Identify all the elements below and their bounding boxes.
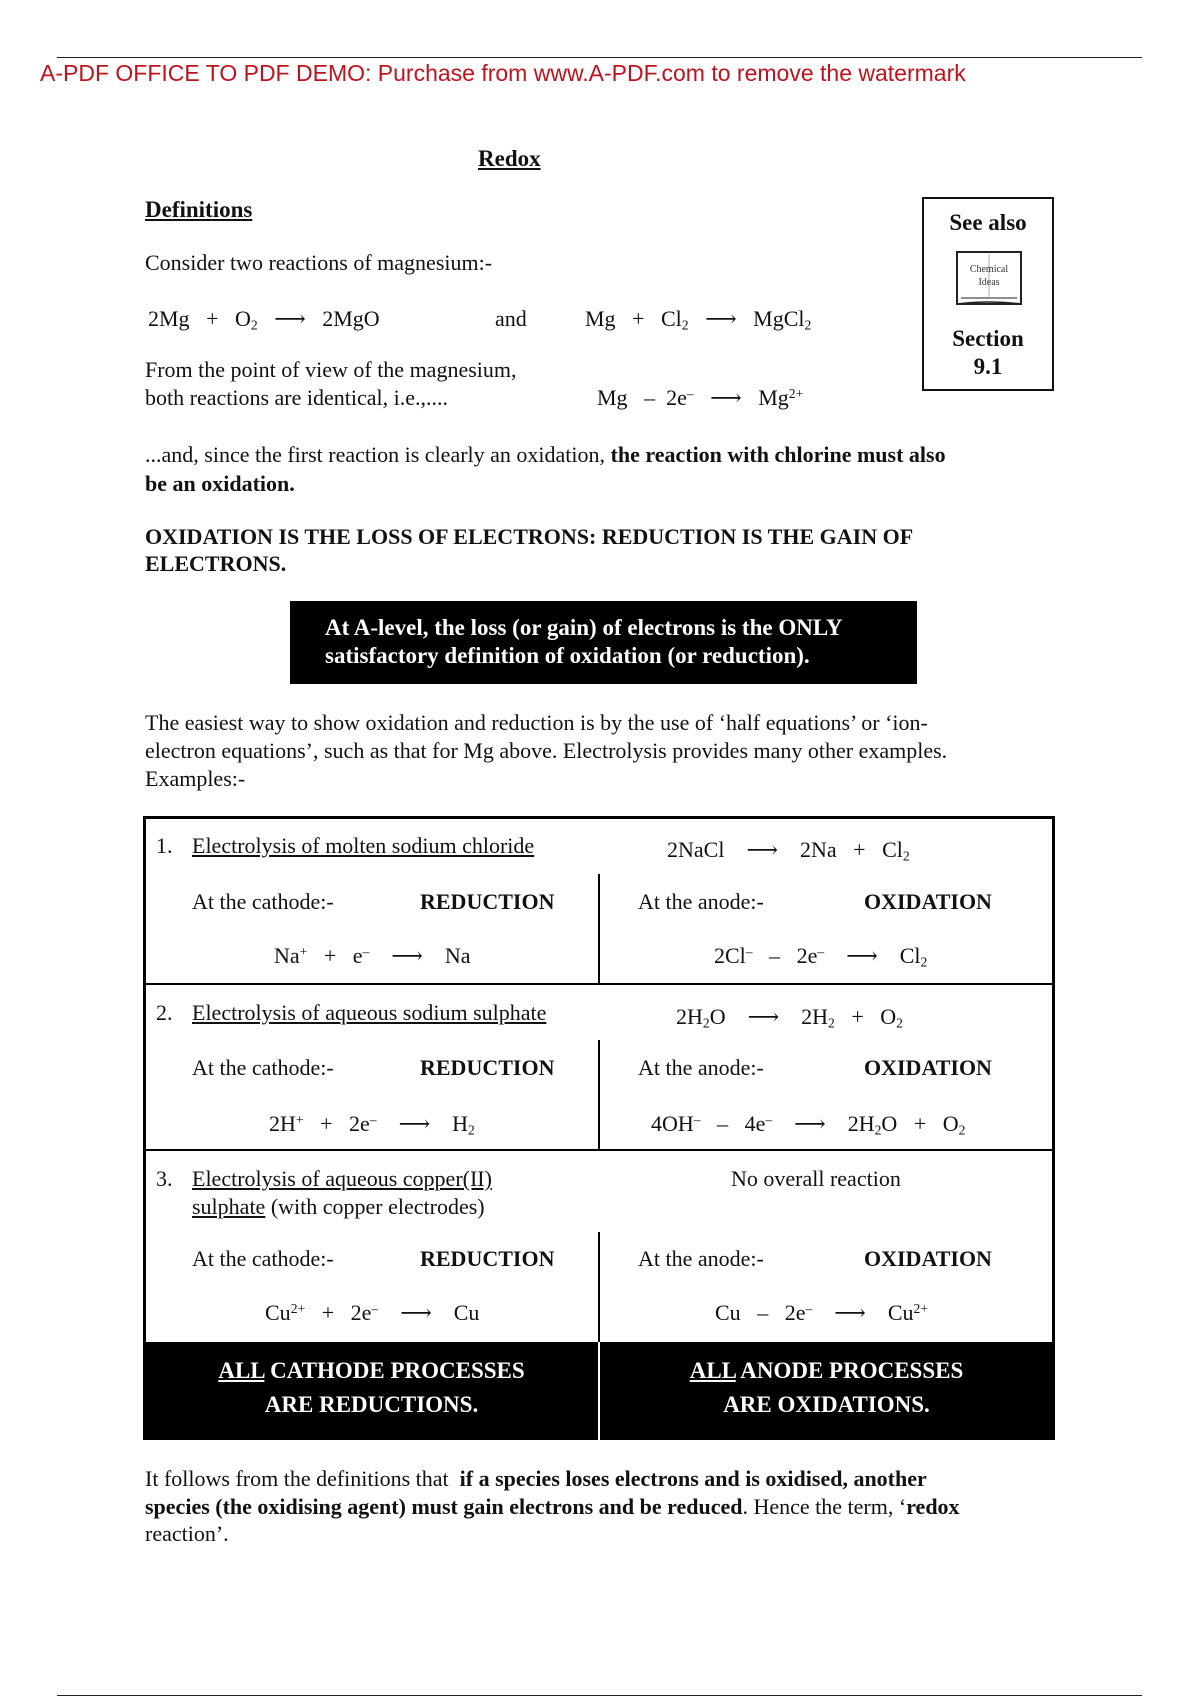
row1-cathode-equation: Na+ + e– ⟶ Na — [274, 943, 471, 968]
arrow-icon: ⟶ — [400, 1300, 432, 1325]
arrow-icon: ⟶ — [391, 943, 423, 968]
half-eq-paragraph-2: electron equations’, such as that for Mg above. Electrolysis provides many other examples. — [145, 738, 948, 763]
paragraph-oxidation-2: be an oxidation. — [145, 471, 295, 496]
paragraph-oxidation-1: ...and, since the first reaction is clearly an oxidation, the reaction with chlorine must also — [145, 442, 946, 467]
row3-title-1: Electrolysis of aqueous copper(II) — [192, 1166, 492, 1191]
book-label-2: Ideas — [978, 277, 1000, 288]
callout-box — [290, 601, 917, 684]
row2-oxidation-label: OXIDATION — [864, 1055, 992, 1080]
arrow-icon: ⟶ — [846, 943, 878, 968]
header-rule — [57, 57, 1142, 58]
footer-cathode-note: ALL CATHODE PROCESSES ARE REDUCTIONS. — [218, 1358, 525, 1417]
conclusion-line-1: It follows from the definitions that if a species loses electrons and is oxidised, another — [145, 1466, 927, 1491]
equation-mg-o2: 2Mg + $O_2$ ⟶ 2MgO — [148, 306, 380, 333]
row3-cathode-label: At the cathode:- — [192, 1246, 334, 1271]
section-heading: Definitions — [145, 197, 253, 222]
column-divider — [598, 874, 600, 983]
section-number: 9.1 — [973, 354, 1003, 379]
watermark-text: A-PDF OFFICE TO PDF DEMO: Purchase from www.A-PDF.com to remove the watermark — [40, 60, 966, 86]
conclusion-line-2: species (the oxidising agent) must gain electrons and be reduced. Hence the term, ‘redox — [145, 1494, 960, 1519]
page-title: Redox — [478, 146, 541, 171]
arrow-icon: ⟶ — [747, 1004, 780, 1029]
arrow-icon: ⟶ — [398, 1111, 431, 1136]
arrow-icon: ⟶ — [710, 385, 742, 410]
row3-title-2: sulphate (with copper electrodes) — [192, 1194, 485, 1219]
arrow-icon: ⟶ — [705, 306, 737, 331]
row1-overall: 2NaCl ⟶ 2Na + $Cl_2$ — [667, 837, 910, 864]
see-also-section — [924, 325, 1052, 381]
callout-line-2: satisfactory definition of oxidation (or reduction). — [325, 643, 810, 668]
see-also-box — [922, 197, 1054, 391]
row3-anode-label: At the anode:- — [638, 1246, 764, 1271]
half-equation-mg: Mg – 2e– ⟶ $Mg^{2+}$ — [597, 385, 804, 410]
row1-oxidation-label: OXIDATION — [864, 889, 992, 914]
row2-anode-label: At the anode:- — [638, 1055, 764, 1080]
footer-anode-note: ALL ANODE PROCESSES ARE OXIDATIONS. — [689, 1358, 964, 1417]
book-label-1: Chemical — [969, 264, 1009, 275]
row3-reduction-label: REDUCTION — [420, 1246, 555, 1271]
pov-line-2: both reactions are identical, i.e.,.... — [145, 385, 448, 410]
row2-overall: $2H_2O$ ⟶ $2H_2$ + $O_2$ — [676, 1004, 903, 1031]
half-eq-paragraph-1: The easiest way to show oxidation and reduction is by the use of ‘half equations’ or ‘ion- — [145, 710, 928, 735]
book-icon — [953, 248, 1025, 308]
row3-number: 3. — [156, 1166, 173, 1191]
row1-title: Electrolysis of molten sodium chloride — [192, 833, 535, 858]
row2-anode-equation: 4OH– – 4e– ⟶ $2H_2O$ + $O_2$ — [651, 1111, 966, 1138]
row1-reduction-label: REDUCTION — [420, 889, 555, 914]
and-word: and — [495, 306, 527, 331]
definition-caps-2: ELECTRONS. — [145, 551, 287, 576]
row2-cathode-equation: 2H+ + 2e– ⟶ $H_2$ — [269, 1111, 475, 1138]
arrow-icon: ⟶ — [794, 1111, 826, 1136]
half-eq-paragraph-3: Examples:- — [145, 766, 246, 791]
row3-overall: No overall reaction — [731, 1166, 901, 1191]
row2-number: 2. — [156, 1000, 173, 1025]
row1-anode-label: At the anode:- — [638, 889, 764, 914]
row1-anode-equation: 2Cl– – 2e– ⟶ $Cl_2$ — [714, 943, 928, 970]
row2-title: Electrolysis of aqueous sodium sulphate — [192, 1000, 547, 1025]
equation-mg-cl2: Mg + $Cl_2$ ⟶ MgCl$_2$ — [585, 306, 812, 333]
pov-line-1: From the point of view of the magnesium, — [145, 357, 517, 382]
intro-text: Consider two reactions of magnesium:- — [145, 250, 493, 275]
row3-anode-equation: Cu – 2e– ⟶ $Cu^{2+}$ — [715, 1300, 928, 1325]
column-divider — [598, 1040, 600, 1149]
row-divider — [143, 983, 1055, 985]
see-also-heading: See also — [949, 210, 1027, 235]
arrow-icon: ⟶ — [746, 837, 778, 862]
row3-oxidation-label: OXIDATION — [864, 1246, 992, 1271]
row2-reduction-label: REDUCTION — [420, 1055, 555, 1080]
footer-rule — [57, 1695, 1142, 1696]
arrow-icon: ⟶ — [274, 306, 306, 331]
arrow-icon: ⟶ — [834, 1300, 866, 1325]
section-label: Section — [952, 326, 1024, 351]
row1-number: 1. — [156, 833, 173, 858]
definition-caps-1: OXIDATION IS THE LOSS OF ELECTRONS: REDUCTION IS THE GAIN OF — [145, 524, 914, 549]
row-divider — [143, 1149, 1055, 1151]
callout-line-1: At A-level, the loss (or gain) of electrons is the ONLY — [325, 615, 843, 640]
row3-cathode-equation: $Cu^{2+}$ + 2e– ⟶ Cu — [265, 1300, 480, 1325]
row1-cathode-label: At the cathode:- — [192, 889, 334, 914]
conclusion-line-3: reaction’. — [145, 1521, 229, 1546]
row2-cathode-label: At the cathode:- — [192, 1055, 334, 1080]
